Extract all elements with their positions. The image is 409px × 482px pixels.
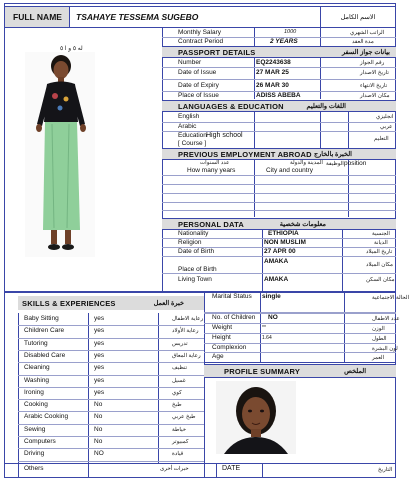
skills-row-arabic: رعاية الاطفال (172, 316, 204, 322)
passport-row-label: Number (178, 59, 202, 66)
skills-row-label: Computers (24, 438, 56, 445)
skills-row-divider (18, 448, 204, 449)
skills-row-label: Washing (24, 376, 50, 384)
marital-row-arabic: الوزن (372, 326, 385, 332)
full-name-label: FULL NAME (13, 12, 62, 22)
prev-col-years: How many years (187, 167, 236, 174)
personal-row-label: Nationality (178, 230, 209, 237)
marital-row-value: 1.64 (262, 335, 272, 341)
profile-section-header (204, 364, 396, 378)
profile-title-arabic: الملخص (344, 368, 366, 375)
passport-title: PASSPORT DETAILS (178, 47, 256, 57)
full-name-label-cell (4, 6, 70, 28)
skills-row-label: Driving (24, 450, 45, 458)
personal-title-arabic: معلومات شخصية (279, 221, 326, 228)
full-name-arabic: الاسم الكامل (340, 14, 376, 21)
employment-row-value: 2 YEARS (270, 38, 298, 45)
skills-row-arabic: كمبيوتر (172, 439, 189, 445)
passport-row-arabic: تاريخ الانتهاء (360, 83, 388, 89)
marital-row-arabic: لون البشرة (372, 346, 398, 352)
full-name-value: TSAHAYE TESSEMA SUGEBO (76, 12, 199, 22)
languages-title: LANGUAGES & EDUCATION (178, 101, 284, 111)
personal-row-arabic: تاريخ الميلاد (366, 249, 393, 255)
skills-row-label: Cleaning (24, 364, 50, 372)
skills-row-value: yes (94, 388, 105, 396)
skills-row-arabic: قيادة (172, 451, 184, 458)
skills-row-divider (18, 461, 204, 462)
skills-title: SKILLS & EXPERIENCES (22, 298, 116, 308)
skills-row-value: yes (94, 315, 105, 322)
passport-row-value: 27 MAR 25 (256, 69, 289, 76)
skills-row-divider (18, 387, 204, 388)
previous-employment-title: PREVIOUS EMPLOYMENT ABROAD (178, 149, 312, 159)
skills-row-arabic: غسيل (172, 377, 186, 384)
employment-row-arabic: مدة العقد (352, 39, 374, 45)
marital-block-bottom (204, 362, 396, 363)
profile-photo (216, 381, 296, 454)
skills-row-label: Cooking (24, 401, 48, 409)
others-arabic: خبرات أخرى (160, 466, 189, 472)
personal-row-arabic: مكان السكن (366, 277, 395, 283)
skills-row-divider (18, 399, 204, 400)
photo-caption: له ٥ و ا ٥ (60, 46, 83, 52)
marital-row-label: Marital Status (212, 293, 252, 300)
marital-row-divider (204, 352, 396, 353)
full-name-value-cell (70, 6, 320, 28)
education-arabic: التعليم (374, 136, 389, 142)
skills-row-value: No (94, 413, 103, 421)
passport-section-header (162, 46, 396, 58)
marital-row-divider (204, 312, 396, 313)
employment-row-label: Contract Period (178, 38, 224, 45)
skills-row-label: Children Care (24, 327, 65, 335)
skills-row-divider (18, 338, 204, 339)
marital-row-label: Weight (212, 324, 233, 331)
skills-row-divider (18, 325, 204, 326)
personal-row-value: AMAKA (264, 276, 289, 283)
personal-title: PERSONAL DATA (178, 219, 244, 229)
skills-row-arabic: تدريس (172, 340, 188, 347)
skills-row-arabic: رعاية الأولاد (172, 328, 199, 335)
employment-row-arabic: الراتب الشهري (350, 30, 385, 36)
language-row-label: English (178, 113, 200, 120)
personal-row-arabic: الديانة (374, 240, 388, 246)
skills-row-divider (18, 424, 204, 425)
skills-row-value: yes (94, 364, 105, 372)
marital-row-label: Height (212, 334, 231, 341)
marital-row-value: NO (268, 314, 278, 321)
language-row-arabic: انجليزي (376, 114, 394, 120)
marital-row-value: ** (262, 325, 266, 331)
skills-section-header (18, 296, 204, 310)
skills-row-value: No (94, 401, 103, 409)
personal-row-label: Religion (178, 239, 202, 246)
full-body-photo-image (25, 52, 95, 257)
personal-section-header (162, 218, 396, 230)
passport-title-arabic: بيانات جواز السفر (341, 49, 390, 56)
personal-row-value: ETHIOPIA (268, 230, 299, 237)
skills-row-label: Disabled Care (24, 351, 66, 359)
skills-row-value: yes (94, 351, 105, 359)
skills-title-arabic: خبرة العمل (153, 300, 184, 307)
skills-row-divider (18, 436, 204, 437)
personal-row-label: Living Town (178, 276, 212, 283)
education-value: High school (206, 132, 243, 139)
marital-row-label: Age (212, 353, 224, 360)
date-label: DATE (222, 465, 241, 472)
marital-row-label: Complexion (212, 344, 247, 351)
personal-row-label: Place of Birth (178, 266, 217, 273)
skills-row-label: Tutoring (24, 339, 48, 347)
date-arabic: التاريخ (378, 467, 393, 473)
skills-row-value: No (94, 438, 103, 445)
skills-row-divider (18, 350, 204, 351)
marital-row-arabic: العمر (372, 355, 385, 361)
skills-row-label: Baby Sitting (24, 315, 59, 322)
prev-col-years-arabic: عدد السنوات (200, 160, 230, 166)
profile-title: PROFILE SUMMARY (224, 366, 301, 376)
previous-employment-title-arabic: الخبرة بالخارج (313, 151, 352, 158)
personal-row-label: Date of Birth (178, 248, 215, 255)
skills-row-label: Sewing (24, 425, 46, 433)
personal-row-value: NON MUSLIM (264, 239, 306, 246)
personal-row-arabic: مكان الميلاد (366, 262, 394, 268)
prev-col-position: position (344, 160, 367, 167)
education-label: Education (178, 132, 207, 139)
skills-row-value: yes (94, 339, 105, 347)
employment-row-label: Monthly Salary (178, 29, 221, 36)
marital-row-divider (204, 323, 396, 324)
passport-row-value: ADISS ABEBA (256, 92, 301, 99)
passport-row-arabic: مكان الاصدار (360, 93, 390, 99)
full-body-photo (25, 52, 95, 257)
skills-row-value: yes (94, 376, 105, 384)
employment-row-value: 1000 (284, 29, 297, 35)
skills-row-label: Ironing (24, 388, 44, 396)
skills-row-arabic: خياطة (172, 426, 187, 433)
skills-row-value: No (94, 425, 103, 433)
skills-row-arabic: طبخ (172, 402, 182, 409)
marital-row-arabic: الحالة الاجتماعية (372, 295, 409, 301)
language-row-arabic: عربي (380, 124, 393, 130)
skills-row-arabic: طبخ عربي (172, 414, 196, 421)
marital-row-label: No. of Children (212, 314, 256, 321)
personal-row-value: 27 APR 00 (264, 248, 296, 255)
passport-row-label: Date of Issue (178, 69, 217, 76)
passport-row-value: EQ2243638 (256, 59, 291, 66)
prev-col-position-arabic: الوظيفة (326, 161, 344, 167)
skills-row-label: Arabic Cooking (24, 413, 69, 421)
personal-row-value: AMAKA (264, 258, 289, 265)
passport-row-label: Place of Issue (178, 92, 219, 99)
full-name-arabic-cell (320, 6, 396, 28)
personal-row-arabic: الجنسية (372, 231, 390, 237)
language-row-label: Arabic (178, 123, 197, 130)
previous-employment-section-header (162, 148, 396, 160)
skills-row-value: yes (94, 327, 105, 335)
marital-row-value: single (262, 293, 281, 300)
skills-row-arabic: رعاية المعاق (172, 352, 201, 359)
education-label-course: [ Course ] (178, 140, 207, 147)
marital-row-arabic: عدد الاطفال (372, 316, 400, 322)
others-label: Others (24, 465, 44, 472)
passport-row-value: 26 MAR 30 (256, 82, 289, 89)
profile-photo-image (216, 381, 296, 454)
passport-row-arabic: رقم الجواز (360, 60, 385, 66)
skills-row-divider (18, 362, 204, 363)
prev-col-city: City and country (266, 167, 313, 174)
skills-row-value: NO (94, 450, 104, 458)
marital-row-divider (204, 333, 396, 334)
skills-row-arabic: تنظيف (172, 365, 188, 372)
passport-row-label: Date of Expiry (178, 82, 219, 89)
passport-row-arabic: تاريخ الاصدار (360, 70, 389, 76)
languages-section-header (162, 100, 396, 112)
skills-row-divider (18, 375, 204, 376)
skills-row-divider (18, 411, 204, 412)
languages-title-arabic: اللغات والتعليم (306, 103, 346, 110)
marital-row-arabic: الطول (372, 336, 387, 342)
skills-row-arabic: كوي (172, 389, 182, 396)
prev-col-city-arabic: المدينة والدولة (290, 160, 323, 166)
